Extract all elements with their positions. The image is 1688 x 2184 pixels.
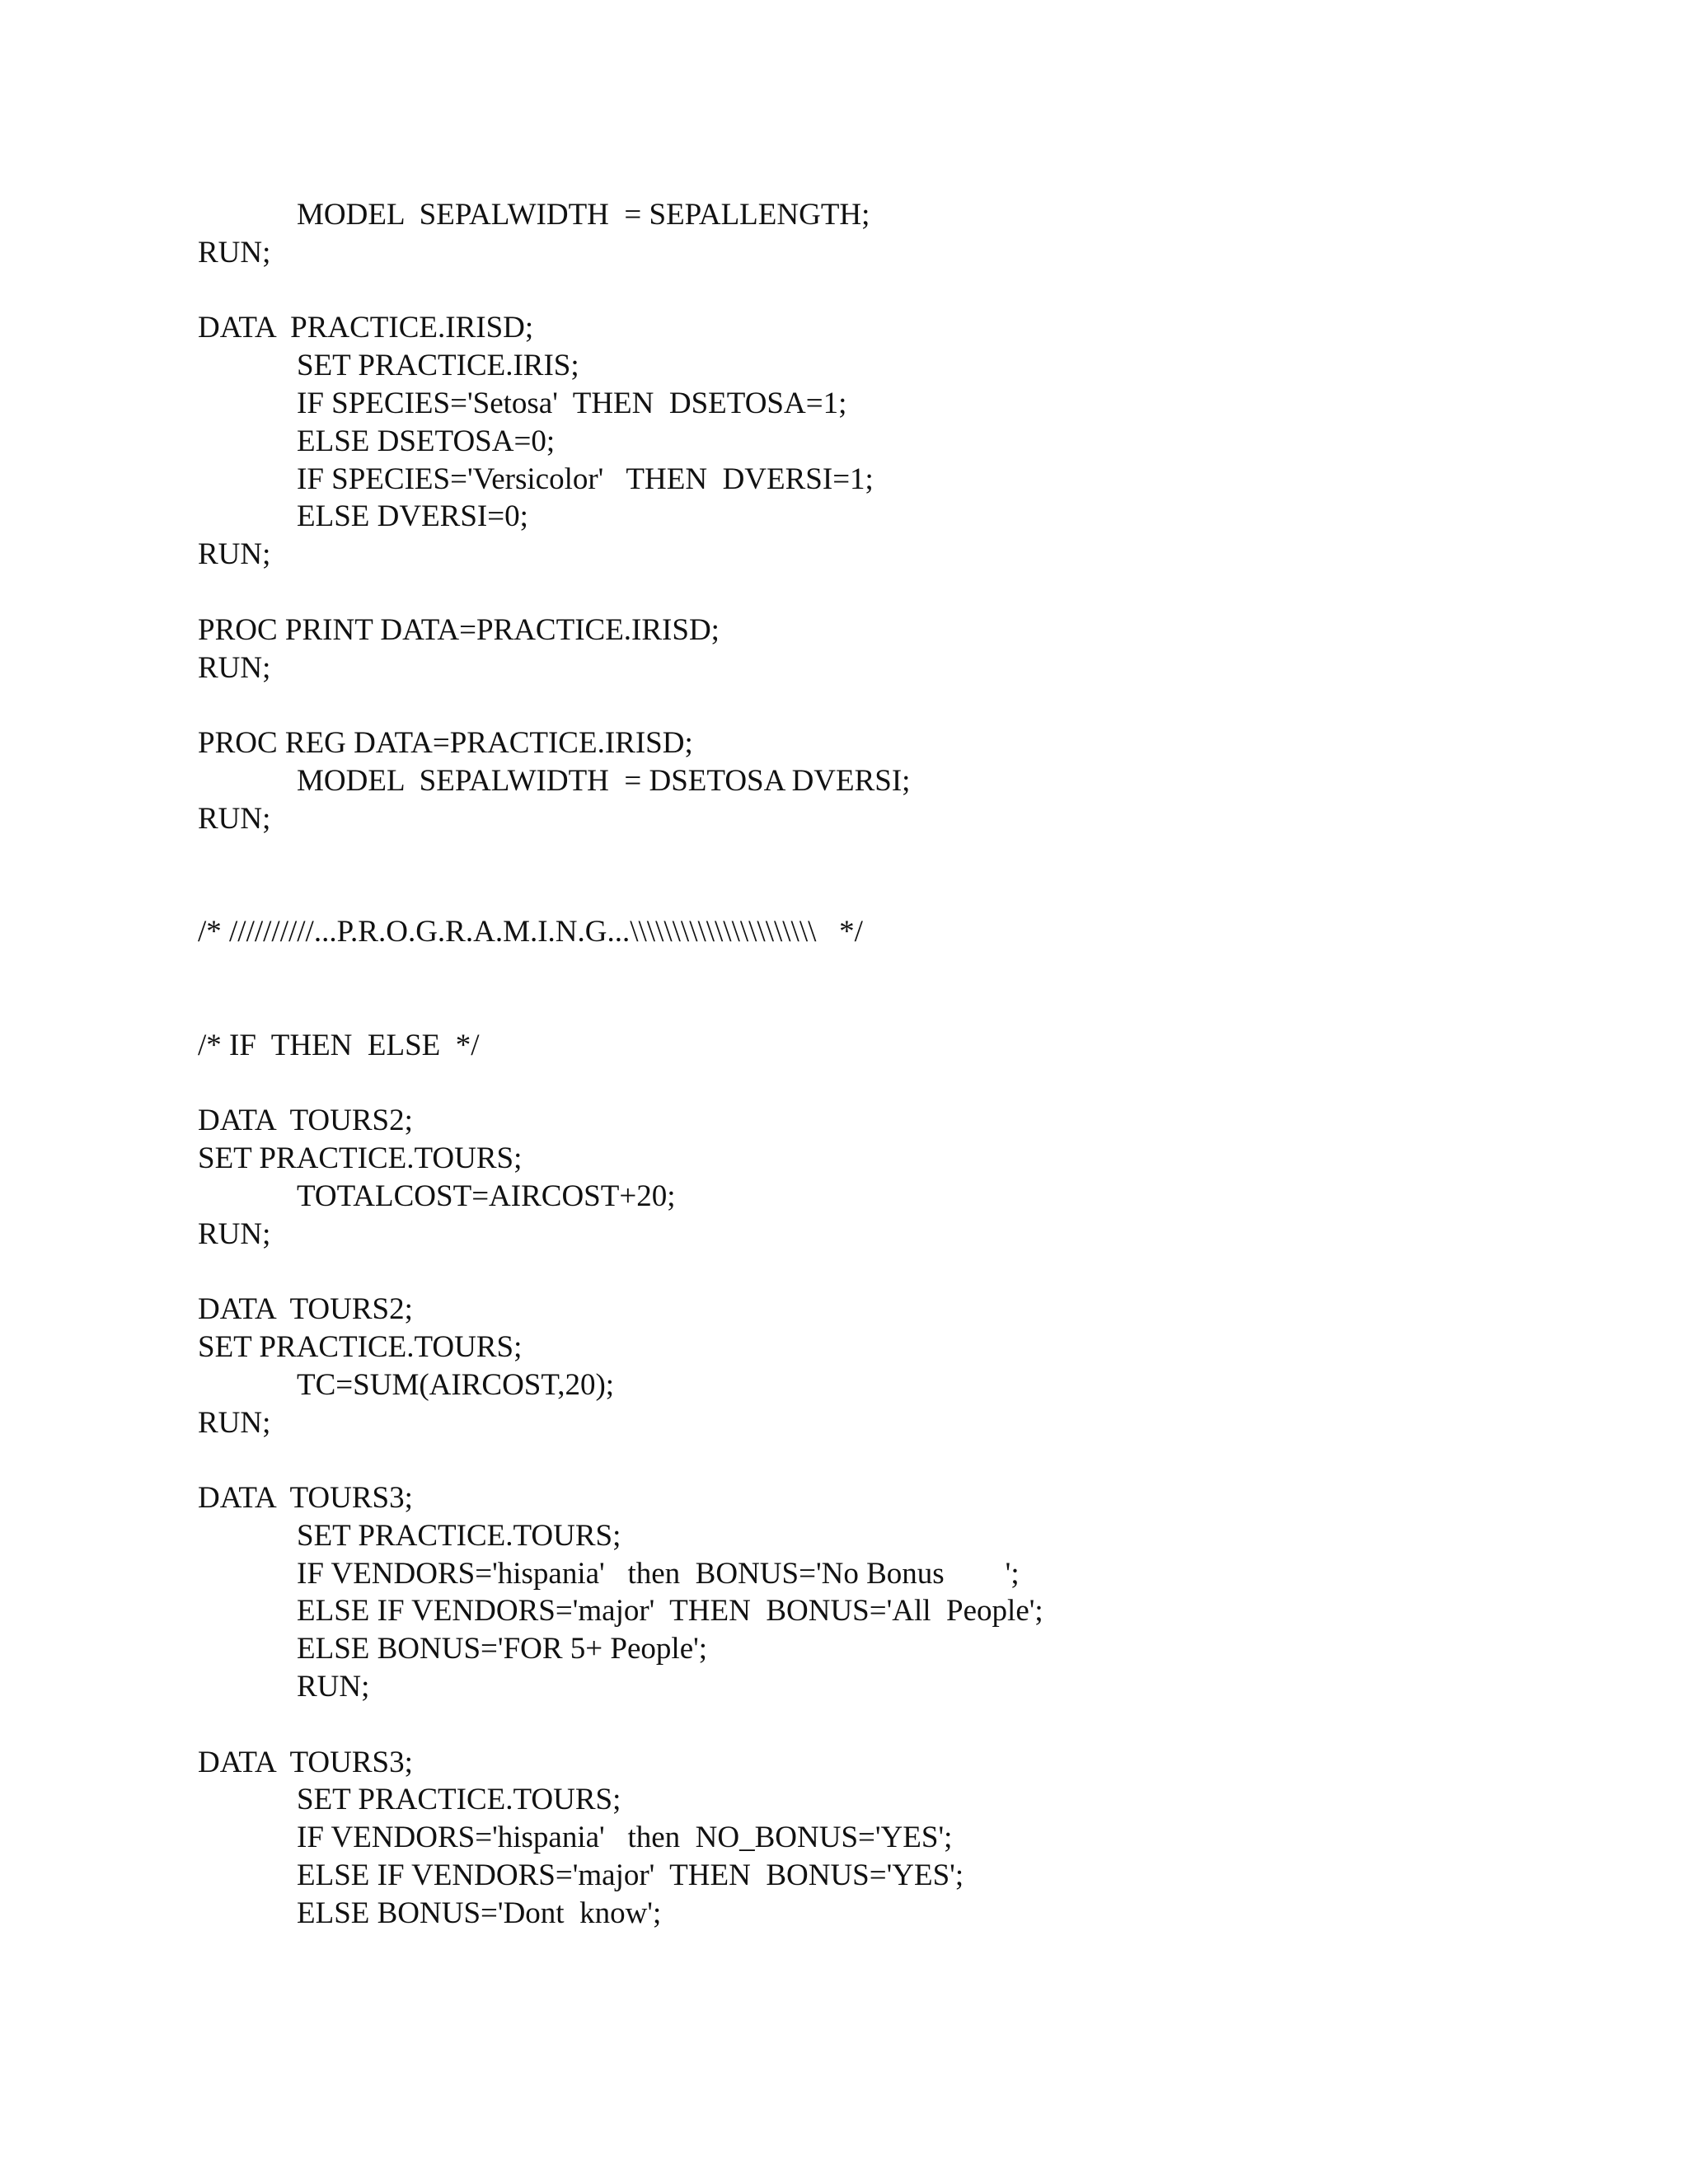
code-line: ELSE BONUS='FOR 5+ People'; <box>297 1632 708 1666</box>
blank-line <box>198 1706 1599 1744</box>
blank-line <box>198 951 1599 989</box>
code-line: RUN; <box>198 537 271 572</box>
blank-line <box>198 1064 1599 1102</box>
code-line: PROC PRINT DATA=PRACTICE.IRISD; <box>198 612 720 647</box>
code-line: IF SPECIES='Versicolor' THEN DVERSI=1; <box>297 462 874 496</box>
code-line: TOTALCOST=AIRCOST+20; <box>297 1179 676 1213</box>
code-line: ELSE BONUS='Dont know'; <box>297 1896 662 1930</box>
code-line: PROC REG DATA=PRACTICE.IRISD; <box>198 726 693 761</box>
code-line: IF VENDORS='hispania' then NO_BONUS='YES'; <box>297 1821 953 1855</box>
code-line: DATA TOURS3; <box>198 1481 413 1516</box>
code-line: RUN; <box>198 650 271 685</box>
code-line: ELSE DVERSI=0; <box>297 499 528 534</box>
code-line: SET PRACTICE.TOURS; <box>297 1518 621 1553</box>
code-line: DATA TOURS3; <box>198 1745 413 1779</box>
blank-line <box>198 687 1599 724</box>
code-line: SET PRACTICE.IRIS; <box>297 349 579 383</box>
code-line: SET PRACTICE.TOURS; <box>198 1141 523 1175</box>
code-line: /* //////////...P.R.O.G.R.A.M.I.N.G...\\\\\\\\\\\\\\\\\\\\\\ */ <box>198 915 863 949</box>
blank-line <box>198 1253 1599 1291</box>
code-line: ELSE IF VENDORS='major' THEN BONUS='All People'; <box>297 1594 1043 1629</box>
code-line: RUN; <box>198 1405 271 1440</box>
code-line: /* IF THEN ELSE */ <box>198 1028 480 1062</box>
blank-line <box>198 272 1599 310</box>
code-line: DATA TOURS2; <box>198 1292 413 1327</box>
code-line: MODEL SEPALWIDTH = SEPALLENGTH; <box>297 198 870 232</box>
blank-line <box>198 989 1599 1027</box>
code-line: RUN; <box>198 1216 271 1251</box>
code-line: DATA PRACTICE.IRISD; <box>198 311 534 345</box>
blank-line <box>198 838 1599 876</box>
code-line: IF VENDORS='hispania' then BONUS='No Bonus '; <box>297 1556 1020 1591</box>
code-listing <box>198 196 1599 1933</box>
code-line: RUN; <box>198 235 271 269</box>
code-line: IF SPECIES='Setosa' THEN DSETOSA=1; <box>297 386 847 420</box>
code-line: MODEL SEPALWIDTH = DSETOSA DVERSI; <box>297 763 911 798</box>
code-line: DATA TOURS2; <box>198 1104 413 1138</box>
code-line: SET PRACTICE.TOURS; <box>297 1783 621 1817</box>
blank-line <box>198 875 1599 913</box>
code-line: ELSE DSETOSA=0; <box>297 424 556 458</box>
code-line: SET PRACTICE.TOURS; <box>198 1329 523 1364</box>
blank-line <box>198 574 1599 612</box>
code-line: RUN; <box>297 1670 370 1704</box>
code-line: RUN; <box>198 801 271 836</box>
blank-line <box>198 1441 1599 1479</box>
code-line: TC=SUM(AIRCOST,20); <box>297 1367 615 1402</box>
code-line: ELSE IF VENDORS='major' THEN BONUS='YES'; <box>297 1858 964 1893</box>
